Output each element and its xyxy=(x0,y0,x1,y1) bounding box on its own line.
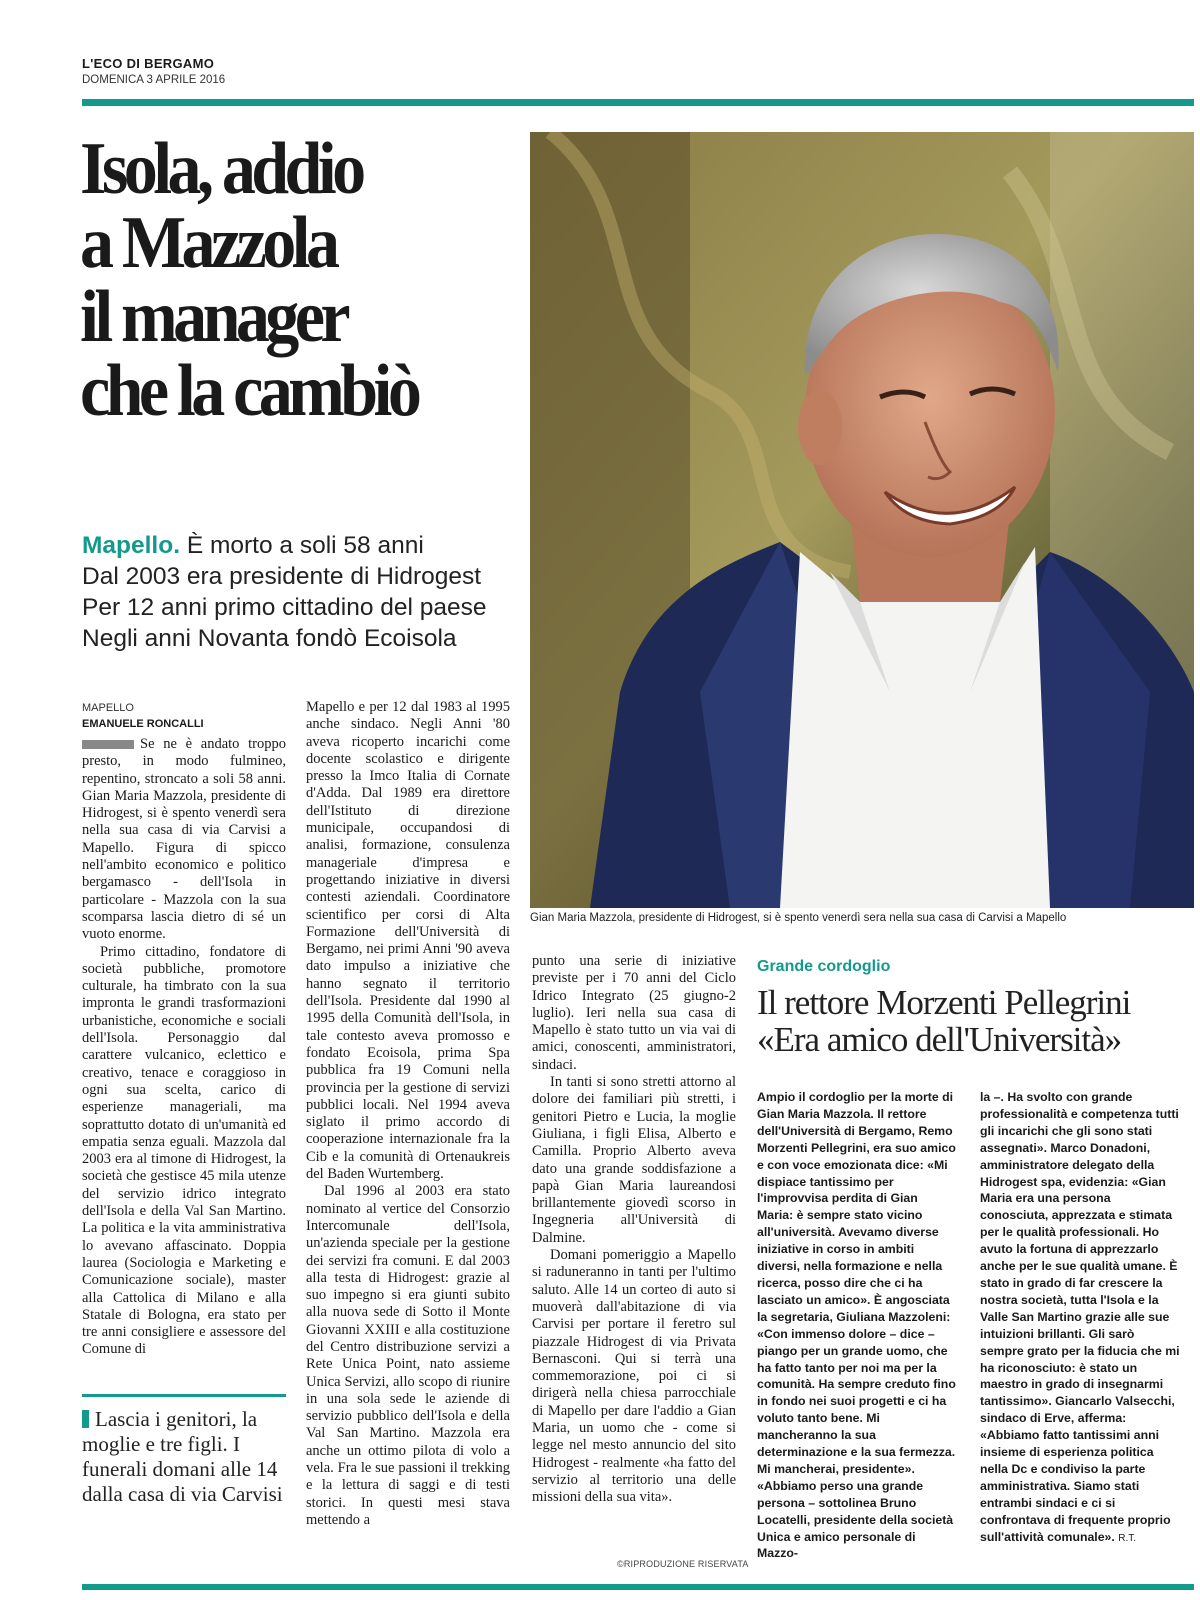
author-initials: R.T. xyxy=(1118,1532,1137,1544)
dateline: MAPELLO xyxy=(82,702,134,714)
article-paragraph: Primo cittadino, fondatore di società pubbliche, promotore culturale, ha timbrato con la sua impronta le grandi trasformazioni urbanistiche, economiche e sociali dell'Isola. Personaggio dal carattere vulcanico, eclettico e creativo, tenace e coraggioso in ogni sua scelta, carico di esperienze manageriali, ma soprattutto dotato di un'umanità ed empatia senza eguali. Mazzola dal 2003 era al timone di Hidrogest, la società che gestisce 45 mila utenze del servizio idrico integrato dell'Isola e della Val San Martino. La politica e la vita amministrativa lo avevano affascinato. Doppia laurea (Sociologia e Marketing e Comunicazione sociale), master alla Cattolica di Milano e alla Statale di Bologna, era stato per tre anni consigliere e assessore del Comune di xyxy=(82,943,286,1358)
article-column-3 xyxy=(532,953,736,1507)
article-paragraph: In tanti si sono stretti attorno al dolore dei familiari più stretti, i genitori Pietro e Lucia, la moglie Giuliana, i figli Elisa, Alberto e Camilla. Proprio Alberto aveva dato una grande soddisfazione a papà Gian Maria laureandosi brillantemente giovedì scorso in Ingegneria all'Università di Dalmine. xyxy=(532,1074,736,1246)
accent-mark xyxy=(82,1410,89,1428)
subhead-line: Negli anni Novanta fondò Ecoisola xyxy=(82,625,457,652)
portrait-illustration xyxy=(530,132,1194,908)
sidebar-title-line: «Era amico dell'Università» xyxy=(757,1020,1122,1059)
headline-line: Isola, addio xyxy=(80,128,362,210)
headline-line: a Mazzola xyxy=(80,202,336,284)
article-column-2 xyxy=(306,699,510,1529)
sidebar-kicker: Grande cordoglio xyxy=(757,958,891,975)
issue-date: DOMENICA 3 APRILE 2016 xyxy=(82,74,226,86)
subhead-line: Dal 2003 era presidente di Hidrogest xyxy=(82,563,482,590)
portrait-photo xyxy=(530,132,1194,908)
sidebar-column-2 xyxy=(980,1089,1180,1547)
headline-line: il manager xyxy=(80,276,346,358)
subhead-line: È morto a soli 58 anni xyxy=(186,532,424,559)
sidebar-paragraph: la –. Ha svolto con grande professionalità e competenza tutti gli incarichi che gli sono stati assegnati». Marco Donadoni, amministratore delegato della Hidrogest spa, evidenzia: «Gian Maria era una persona conosciuta, apprezzata e stimata per le qualità professionali. Ho avuto la fortuna di apprezzarlo anche per le sue qualità umane. È stato in grado di far crescere la nostra società, tutta l'Isola e la Valle San Martino grazie alle sue intuizioni brillanti. Gli sarò sempre grato per la fiducia che mi ha riconosciuto: è stato un maestro in grado di insegnarmi tantissimo». Giancarlo Valsecchi, sindaco di Erve, afferma: «Abbiamo fatto tantissimi anni insieme di esperienza politica nella Dc e condiviso la parte amministrativa. Siamo stati entrambi sindaci e ci si confrontava di frequente proprio sull'attività comunale». xyxy=(980,1090,1180,1544)
article-column-1 xyxy=(82,736,286,1359)
sidebar-title xyxy=(757,984,1197,1058)
subhead-line: Per 12 anni primo cittadino del paese xyxy=(82,594,487,621)
article-paragraph: Domani pomeriggio a Mapello si raduneranno in tanti per l'ultimo saluto. Alle 14 un corteo di auto si muoverà dall'abitazione di via Carvisi per portare il feretro sul piazzale Hidrogest di via Privata Bernasconi. Qui si terrà una commemorazione, poi ci si dirigerà nella chiesa parrocchiale di Mapello per dare l'addio a Gian Maria, un uomo che - come si legge nel mesto annuncio del sito Hidrogest - realmente «ha fatto del servizio al territorio una delle missioni della sua vita». xyxy=(532,1247,736,1506)
article-paragraph: punto una serie di iniziative previste per i 70 anni del Ciclo Idrico Integrato (25 giugno-2 luglio). Ieri nella sua casa di Mapello è stato tutto un via vai di amici, conoscenti, amministratori, sindaci. xyxy=(532,953,736,1073)
headline-line: che la cambiò xyxy=(80,350,418,432)
sidebar-title-line: Il rettore Morzenti Pellegrini xyxy=(757,983,1131,1022)
top-rule xyxy=(82,99,1194,106)
summary-box xyxy=(82,1394,286,1507)
article-paragraph: Se ne è andato troppo presto, in modo fulmineo, repentino, stroncato a soli 58 anni. Gian Maria Mazzola, presidente di Hidrogest, si è spento venerdì sera nella sua casa di via Carvisi a Mapello. Figura di spicco nell'ambito economico e politico bergamasco - dell'Isola in particolare - Mazzola con la sua scomparsa lascia dietro di sé un vuoto enorme. xyxy=(82,736,286,943)
location-kicker: Mapello. xyxy=(82,532,181,559)
subheadline xyxy=(82,530,522,654)
copyright-notice: ©RIPRODUZIONE RISERVATA xyxy=(617,1559,749,1569)
summary-text: Lascia i genitori, la moglie e tre figli. I funerali domani alle 14 dalla casa di via Carvisi xyxy=(82,1407,283,1506)
bottom-rule xyxy=(82,1584,1194,1590)
byline-bar xyxy=(82,740,134,749)
photo-caption: Gian Maria Mazzola, presidente di Hidrogest, si è spento venerdì sera nella sua casa di Carvisi a Mapello xyxy=(530,912,1067,924)
newspaper-name: L'ECO DI BERGAMO xyxy=(82,56,215,71)
article-paragraph: Dal 1996 al 2003 era stato nominato al vertice del Consorzio Intercomunale dell'Isola, un'azienda speciale per la gestione dei servizi fra comuni. E dal 2003 alla testa di Hidrogest: grazie al suo impegno si era giunti subito alla nuova sede di Sotto il Monte Giovanni XXIII e alla costituzione del Centro distribuzione servizi a Rete Unica Point, nato assieme Unica Servizi, allo scopo di riunire in una sola sede le aziende di servizio pubblico dell'Isola e della Val San Martino. Mazzola era anche un ottimo pilota di volo a vela. Fra le sue passioni il trekking e la lettura di saggi e di testi storici. In questi mesi stava mettendo a xyxy=(306,1183,510,1528)
article-paragraph: Mapello e per 12 dal 1983 al 1995 anche sindaco. Negli Anni '80 aveva ricoperto incarichi come docente scolastico e dirigente presso la Imco Italia di Cornate d'Adda. Dal 1989 era direttore dell'Istituto di direzione municipale, occupandosi di analisi, formazione, consulenza manageriale d'impresa e progettando iniziative in diversi contesti aziendali. Coordinatore scientifico per corsi di Alta Formazione dell'Università di Bergamo, nei primi Anni '90 aveva dato impulso a iniziative che hanno segnato il territorio dell'Isola. Presidente dal 1990 al 1995 della Comunità dell'Isola, in tale contesto aveva promosso e fondato Ecoisola, prima Spa pubblica fra 19 Comuni nella provincia per la gestione di servizi pubblici locali. Nel 1994 aveva siglato il primo accordo di cooperazione internazionale fra la Cib e la comunità di Ortenaukreis del Baden Wurtemberg. xyxy=(306,699,510,1183)
sidebar-column-1 xyxy=(757,1089,957,1562)
author-byline: EMANUELE RONCALLI xyxy=(82,718,204,730)
headline xyxy=(80,128,485,432)
sidebar-paragraph: Ampio il cordoglio per la morte di Gian Maria Mazzola. Il rettore dell'Università di Bergamo, Remo Morzenti Pellegrini, era suo amico e con voce emozionata dice: «Mi dispiace tantissimo per l'improvvisa perdita di Gian Maria: è sempre stato vicino all'università. Avevamo diverse iniziative in corso in ambiti diversi, nella formazione e nella ricerca, posso dire che ci ha lasciato un amico». È angosciata la segretaria, Giuliana Mazzoleni: «Con immenso dolore – dice – piango per un grande uomo, che ha fatto tanto per noi ma per la comunità. Ha sempre creduto fino in fondo nei suoi progetti e ci ha voluto tanto bene. Mi mancheranno la sua determinazione e la sua fermezza. Mi mancherai, presidente». «Abbiamo perso una grande persona – sottolinea Bruno Locatelli, presidente della società Unica e amico personale di Mazzo- xyxy=(757,1090,956,1561)
